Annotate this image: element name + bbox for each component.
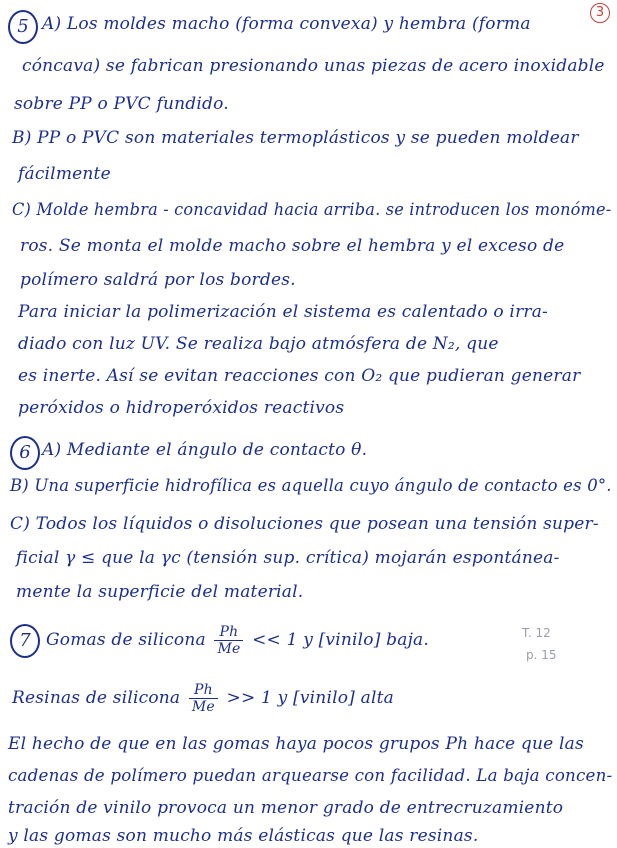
- q6-line-3: C) Todos los líquidos o disoluciones que posean una tensión super-: [10, 514, 599, 534]
- q5-line-3: sobre PP o PVC fundido.: [14, 94, 229, 114]
- q7-resinas-ratio-numerator: Ph: [189, 682, 218, 699]
- q7-resinas-condition: >> 1 y [vinilo] alta: [226, 688, 394, 708]
- q5-line-1: A) Los moldes macho (forma convexa) y hembra (forma: [42, 14, 531, 34]
- q7-gomas-line: [46, 620, 429, 660]
- q7-gomas-ratio-numerator: Ph: [214, 624, 243, 641]
- q5-line-4: B) PP o PVC son materiales termoplásticos y se pueden moldear: [12, 128, 579, 148]
- q6-line-2: B) Una superficie hidrofílica es aquella cuyo ángulo de contacto es 0°.: [10, 476, 612, 496]
- topic-reference: T. 12: [522, 626, 551, 640]
- q5-line-9: Para iniciar la polimerización el sistema es calentado o irra-: [18, 302, 548, 322]
- q7-resinas-label: Resinas de silicona: [12, 688, 181, 708]
- q5-line-11: es inerte. Así se evitan reacciones con O₂ que pudieran generar: [18, 366, 581, 386]
- question-7-number: 7: [10, 624, 40, 658]
- q7-paragraph-line-1: El hecho de que en las gomas haya pocos grupos Ph hace que las: [8, 734, 584, 754]
- q5-line-7: ros. Se monta el molde macho sobre el hembra y el exceso de: [20, 236, 565, 256]
- q5-line-12: peróxidos o hidroperóxidos reactivos: [18, 398, 345, 418]
- page-number-mark: 3: [590, 3, 610, 23]
- page-reference: p. 15: [526, 648, 557, 662]
- q5-line-8: polímero saldrá por los bordes.: [20, 270, 296, 290]
- q7-resinas-line: [12, 678, 394, 718]
- q7-gomas-label: Gomas de silicona: [46, 630, 206, 650]
- q7-gomas-ratio-denominator: Me: [217, 641, 241, 657]
- q5-line-10: diado con luz UV. Se realiza bajo atmósfera de N₂, que: [18, 334, 499, 354]
- q7-paragraph-line-3: tración de vinilo provoca un menor grado de entrecruzamiento: [8, 798, 564, 818]
- q6-line-5: mente la superficie del material.: [16, 582, 304, 602]
- q7-resinas-ratio-denominator: Me: [191, 699, 215, 715]
- q6-line-1: A) Mediante el ángulo de contacto θ.: [42, 440, 368, 460]
- q5-line-5: fácilmente: [18, 164, 111, 184]
- q7-gomas-ratio: [214, 624, 243, 657]
- question-6-number: 6: [10, 436, 40, 470]
- q7-paragraph-line-4: y las gomas son mucho más elásticas que las resinas.: [8, 826, 479, 846]
- q6-line-4: ficial γ ≤ que la γc (tensión sup. crítica) mojarán espontánea-: [16, 548, 560, 568]
- q7-paragraph-line-2: cadenas de polímero puedan arquearse con facilidad. La baja concen-: [8, 766, 613, 786]
- question-5-number: 5: [8, 10, 38, 44]
- q7-gomas-condition: << 1 y [vinilo] baja.: [252, 630, 429, 650]
- q5-line-6: C) Molde hembra - concavidad hacia arriba. se introducen los monóme-: [12, 200, 612, 220]
- q7-resinas-ratio: [189, 682, 218, 715]
- q5-line-2: cóncava) se fabrican presionando unas piezas de acero inoxidable: [22, 56, 605, 76]
